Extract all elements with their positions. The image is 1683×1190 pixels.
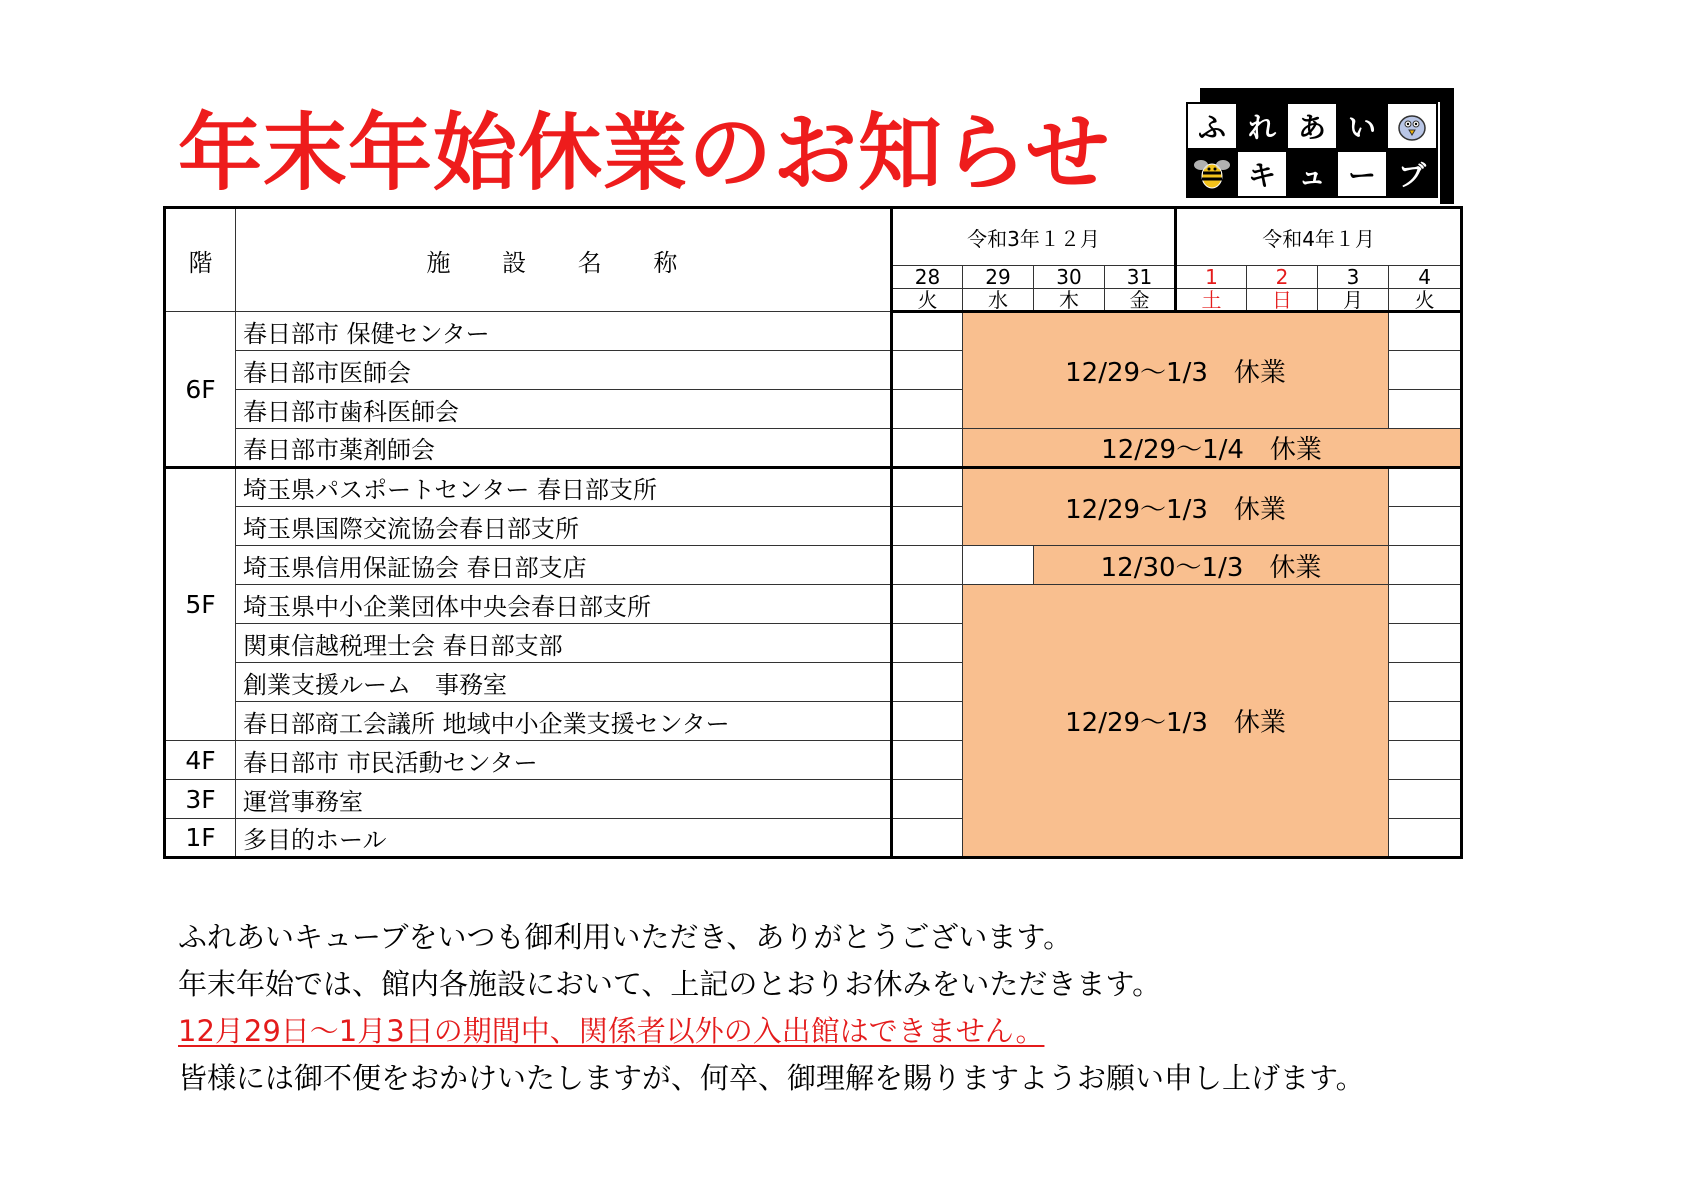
logo-top-shadow [1200, 88, 1454, 102]
open-cell [1389, 312, 1462, 351]
weekday-header: 金 [1105, 289, 1176, 312]
notice-line: 皆様には御不便をおかけいたしますが、何卒、御理解を賜りますようお願い申し上げます。 [178, 1061, 1365, 1095]
open-cell [1389, 663, 1462, 702]
logo-char: ー [1336, 150, 1388, 198]
logo-char: れ [1236, 102, 1288, 150]
facility-name: 春日部市歯科医師会 [236, 390, 892, 429]
facility-name: 創業支援ルーム 事務室 [236, 663, 892, 702]
weekday-header: 火 [1389, 289, 1462, 312]
fureai-cube-logo [1186, 88, 1454, 204]
logo-char: キ [1236, 150, 1288, 198]
closure-period: 12/29～1/3 休業 [963, 312, 1389, 429]
facility-name: 埼玉県国際交流協会春日部支所 [236, 507, 892, 546]
facility-name: 春日部市医師会 [236, 351, 892, 390]
logo-char: ふ [1186, 102, 1238, 150]
closure-period: 12/29～1/3 休業 [963, 585, 1389, 858]
facility-name: 関東信越税理士会 春日部支部 [236, 624, 892, 663]
open-cell [892, 429, 963, 468]
facility-name: 多目的ホール [236, 819, 892, 858]
day-header-holiday: 1 [1176, 266, 1247, 289]
closure-period: 12/29～1/4 休業 [963, 429, 1462, 468]
logo-side-shadow [1440, 88, 1454, 204]
day-header: 30 [1034, 266, 1105, 289]
facility-name: 埼玉県中小企業団体中央会春日部支所 [236, 585, 892, 624]
floor-label-6f: 6F [165, 312, 236, 468]
logo-char: ュ [1286, 150, 1338, 198]
open-cell [892, 546, 963, 585]
open-cell [892, 351, 963, 390]
logo-char: あ [1286, 102, 1338, 150]
open-cell [892, 624, 963, 663]
open-cell [1389, 585, 1462, 624]
floor-label-3f: 3F [165, 780, 236, 819]
header-facility: 施 設 名 称 [236, 208, 892, 312]
open-cell [1389, 468, 1462, 507]
floor-label-1f: 1F [165, 819, 236, 858]
holiday-schedule-table [163, 206, 1463, 859]
open-cell [892, 507, 963, 546]
open-cell [892, 819, 963, 858]
open-cell [1389, 819, 1462, 858]
logo-char: い [1336, 102, 1388, 150]
day-header-holiday: 2 [1247, 266, 1318, 289]
day-header: 28 [892, 266, 963, 289]
open-cell [892, 741, 963, 780]
open-cell [892, 585, 963, 624]
header-month-jan: 令和4年１月 [1176, 208, 1462, 266]
floor-label-5f: 5F [165, 468, 236, 741]
weekday-header: 火 [892, 289, 963, 312]
facility-name: 春日部市薬剤師会 [236, 429, 892, 468]
open-cell [1389, 741, 1462, 780]
header-floor: 階 [165, 208, 236, 312]
open-cell [892, 702, 963, 741]
header-month-dec: 令和3年１２月 [892, 208, 1176, 266]
open-cell [1389, 780, 1462, 819]
facility-name: 埼玉県パスポートセンター 春日部支所 [236, 468, 892, 507]
weekday-header: 木 [1034, 289, 1105, 312]
notice-text [178, 914, 1658, 1102]
open-cell [892, 780, 963, 819]
day-header: 4 [1389, 266, 1462, 289]
closure-period: 12/29～1/3 休業 [963, 468, 1389, 546]
wasp-mascot-icon [1186, 150, 1238, 198]
open-cell [892, 390, 963, 429]
day-header: 3 [1318, 266, 1389, 289]
notice-line: 年末年始では、館内各施設において、上記のとおりお休みをいただきます。 [178, 967, 1162, 1001]
notice-line: ふれあいキューブをいつも御利用いただき、ありがとうございます。 [178, 920, 1073, 954]
weekday-header: 水 [963, 289, 1034, 312]
facility-name: 春日部市 市民活動センター [236, 741, 892, 780]
open-cell [1389, 507, 1462, 546]
open-cell [1389, 390, 1462, 429]
day-header: 31 [1105, 266, 1176, 289]
open-cell [892, 312, 963, 351]
open-cell [1389, 546, 1462, 585]
closure-period: 12/30～1/3 休業 [1034, 546, 1389, 585]
open-cell [892, 663, 963, 702]
facility-name: 運営事務室 [236, 780, 892, 819]
open-cell [892, 468, 963, 507]
page-title: 年末年始休業のお知らせ [178, 104, 1111, 202]
notice-warning-line: 12月29日～1月3日の期間中、関係者以外の入出館はできません。 [178, 1014, 1045, 1048]
facility-name: 春日部商工会議所 地域中小企業支援センター [236, 702, 892, 741]
facility-name: 埼玉県信用保証協会 春日部支店 [236, 546, 892, 585]
open-cell [1389, 624, 1462, 663]
weekday-header: 月 [1318, 289, 1389, 312]
bird-mascot-icon [1386, 102, 1438, 150]
weekday-header-holiday: 日 [1247, 289, 1318, 312]
logo-char: ブ [1386, 150, 1438, 198]
open-cell [1389, 351, 1462, 390]
open-cell [963, 546, 1034, 585]
floor-label-4f: 4F [165, 741, 236, 780]
weekday-header-holiday: 土 [1176, 289, 1247, 312]
day-header: 29 [963, 266, 1034, 289]
open-cell [1389, 702, 1462, 741]
facility-name: 春日部市 保健センター [236, 312, 892, 351]
